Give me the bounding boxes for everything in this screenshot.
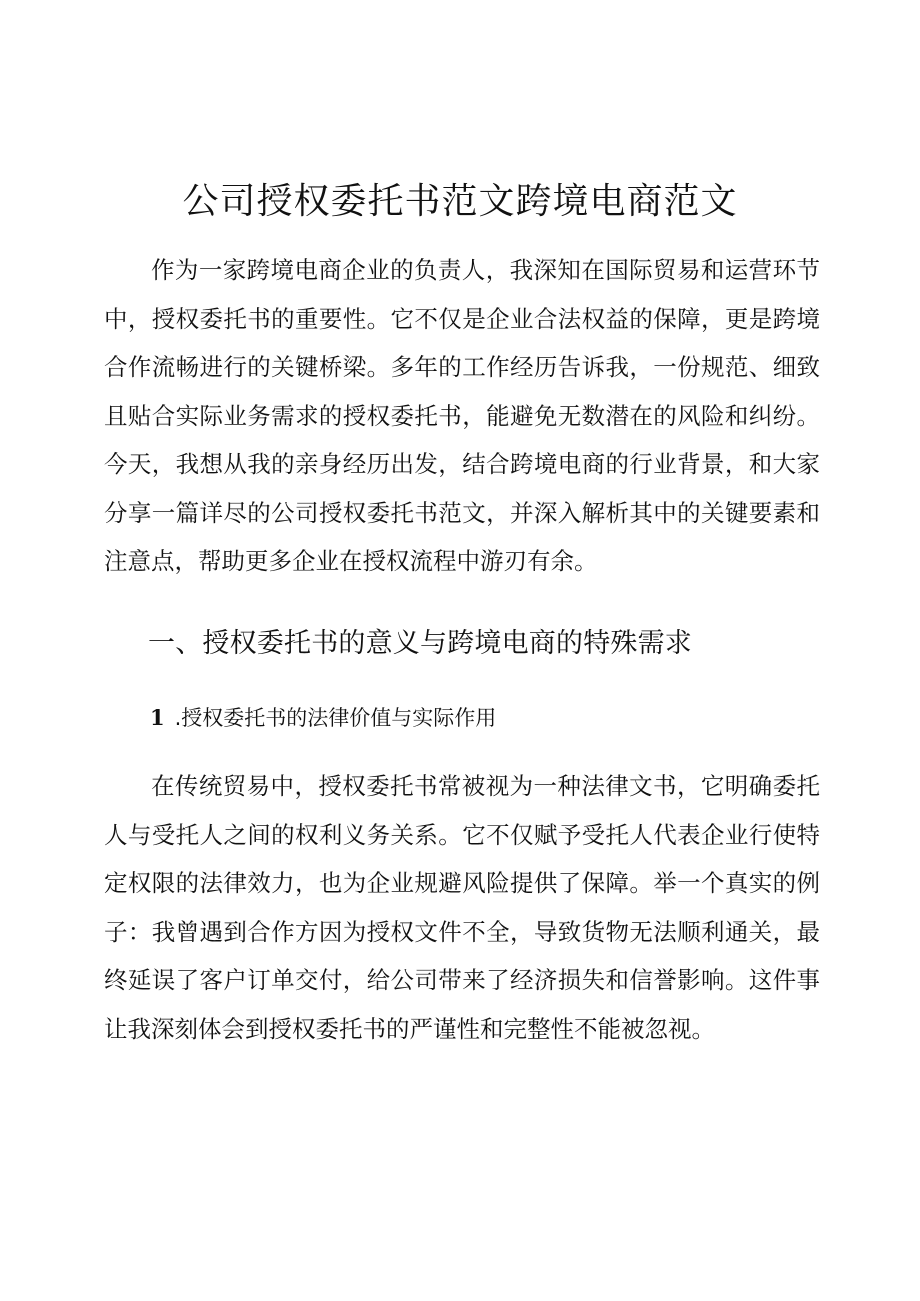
subsection-title: .授权委托书的法律价值与实际作用 (174, 706, 497, 730)
intro-paragraph: 作为一家跨境电商企业的负责人，我深知在国际贸易和运营环节中，授权委托书的重要性。它不仅是企业合法权益的保障，更是跨境合作流畅进行的关键桥梁。多年的工作经历告诉我，一份规范、细致且贴合实际业务需求的授权委托书，能避免无数潜在的风险和纠纷。今天，我想从我的亲身经历出发，结合跨境电商的行业背景，和大家分享一篇详尽的公司授权委托书范文，并深入解析其中的关键要素和注意点，帮助更多企业在授权流程中游刃有余。 (104, 256, 820, 575)
document-title: 公司授权委托书范文跨境电商范文 (182, 181, 738, 222)
subsection-heading (150, 700, 496, 736)
subsection-number: 1 (150, 705, 165, 730)
body-paragraph: 在传统贸易中，授权委托书常被视为一种法律文书，它明确委托人与受托人之间的权利义务关系。它不仅赋予受托人代表企业行使特定权限的法律效力，也为企业规避风险提供了保障。举一个真实的例子：我曾遇到合作方因为授权文件不全，导致货物无法顺利通关，最终延误了客户订单交付，给公司带来了经济损失和信誉影响。这件事让我深刻体会到授权委托书的严谨性和完整性不能被忽视。 (104, 772, 820, 1043)
section-heading: 一、授权委托书的意义与跨境电商的特殊需求 (148, 628, 692, 659)
